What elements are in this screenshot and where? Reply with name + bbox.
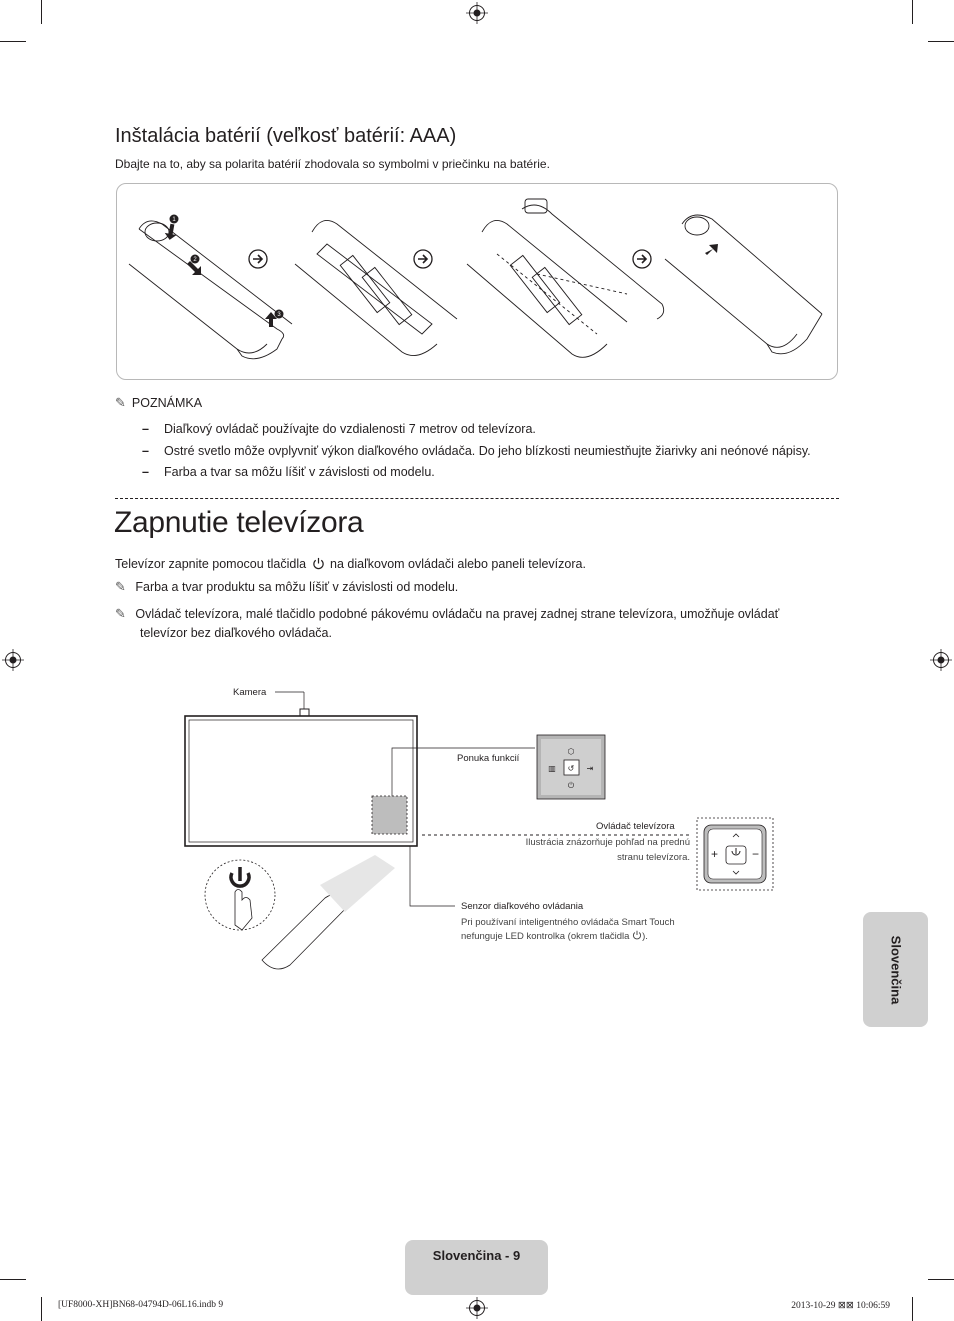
- sensor-desc-2-text: nefunguje LED kontrolka (okrem tlačidla: [461, 931, 630, 942]
- note-pencil-icon: ✎: [115, 606, 126, 621]
- crop-mark: [912, 0, 913, 24]
- step-number: 3: [277, 312, 281, 318]
- controller-desc-2: stranu televízora.: [617, 852, 690, 863]
- page-number-tab: [405, 1240, 548, 1295]
- controller-desc-1: Ilustrácia znázorňuje pohľad na prednú: [525, 837, 690, 848]
- power-intro-start: Televízor zapnite pomocou tlačidla: [115, 557, 307, 571]
- note-list: [142, 419, 811, 484]
- power-note-1-text: Farba a tvar produktu sa môžu líšiť v závislosti od modelu.: [135, 580, 459, 594]
- note-pencil-icon: ✎: [115, 579, 126, 594]
- battery-section-title: Inštalácia batérií (veľkosť batérií: AAA): [115, 125, 457, 147]
- list-item: – Diaľkový ovládač používajte do vzdialenosti 7 metrov od televízora.: [142, 419, 811, 441]
- svg-text:⇥: ⇥: [586, 764, 594, 773]
- power-note-2-text: Ovládač televízora, malé tlačidlo podobné pákovému ovládaču na pravej zadnej strane televízora, umožňuje ovládať: [135, 607, 780, 621]
- note-label: POZNÁMKA: [131, 396, 203, 410]
- controller-title: Ovládač televízora: [596, 821, 675, 832]
- camera-label: Kamera: [233, 687, 267, 698]
- power-intro: [115, 554, 586, 574]
- crop-mark: [41, 1297, 42, 1321]
- power-section-title: Zapnutie televízora: [114, 506, 364, 539]
- volume-minus-label: −: [752, 847, 760, 861]
- sensor-title: Senzor diaľkového ovládania: [461, 901, 584, 912]
- next-step-arrow-icon: [249, 250, 651, 268]
- registration-mark-icon: [2, 649, 24, 671]
- registration-mark-icon: [930, 649, 952, 671]
- language-side-tab-label: Slovenčina: [888, 935, 903, 1004]
- list-item: – Ostré svetlo môže ovplyvniť výkon diaľkového ovládača. Do jeho blízkosti neumiestňujte žiarivky ani neónové nápisy.: [142, 441, 811, 463]
- crop-mark: [41, 0, 42, 24]
- step-number: 1: [172, 217, 176, 223]
- page-number: Slovenčina - 9: [432, 1248, 521, 1263]
- section-divider: [115, 498, 839, 499]
- power-icon: [632, 930, 642, 940]
- function-menu-label: Ponuka funkcií: [457, 753, 520, 764]
- volume-plus-label: +: [711, 847, 719, 861]
- function-menu-panel: [537, 735, 605, 799]
- svg-text:▥: ▥: [548, 764, 556, 773]
- sensor-desc-2-end: ).: [642, 931, 648, 942]
- registration-mark-icon: [466, 1297, 488, 1319]
- footer-file-info: [UF8000-XH]BN68-04794D-06L16.indb 9: [58, 1300, 224, 1310]
- svg-text:⬡: ⬡: [567, 747, 575, 756]
- footer-timestamp: 2013-10-29 ⊠⊠ 10:06:59: [791, 1301, 890, 1311]
- svg-text:⏻: ⏻: [567, 781, 575, 790]
- battery-steps-drawing: [117, 184, 837, 379]
- registration-mark-icon: [466, 2, 488, 24]
- language-side-tab: [863, 912, 928, 1027]
- note-header: [115, 395, 202, 411]
- power-icon: [312, 557, 325, 570]
- crop-mark: [0, 1279, 26, 1280]
- crop-mark: [912, 1297, 913, 1321]
- crop-mark: [0, 41, 26, 42]
- step-number: 2: [193, 257, 197, 263]
- crop-mark: [928, 1279, 954, 1280]
- note-pencil-icon: ✎: [115, 395, 126, 410]
- power-note-1: [115, 577, 458, 597]
- sensor-desc-2: [461, 930, 648, 944]
- svg-text:↺: ↺: [567, 764, 575, 773]
- battery-intro: Dbajte na to, aby sa polarita batérií zhodovala so symbolmi v priečinku na batérie.: [115, 157, 550, 171]
- power-icon: [231, 867, 249, 886]
- power-note-2: [115, 604, 779, 624]
- battery-illustration: [116, 183, 838, 380]
- power-intro-end: na diaľkovom ovládači alebo paneli televízora.: [330, 557, 586, 571]
- sensor-desc-1: Pri používaní inteligentného ovládača Smart Touch: [461, 917, 675, 928]
- tv-controller-panel: [697, 818, 773, 890]
- power-note-2-line-2: televízor bez diaľkového ovládača.: [140, 626, 332, 640]
- crop-mark: [928, 41, 954, 42]
- list-item: – Farba a tvar sa môžu líšiť v závislosti od modelu.: [142, 462, 811, 484]
